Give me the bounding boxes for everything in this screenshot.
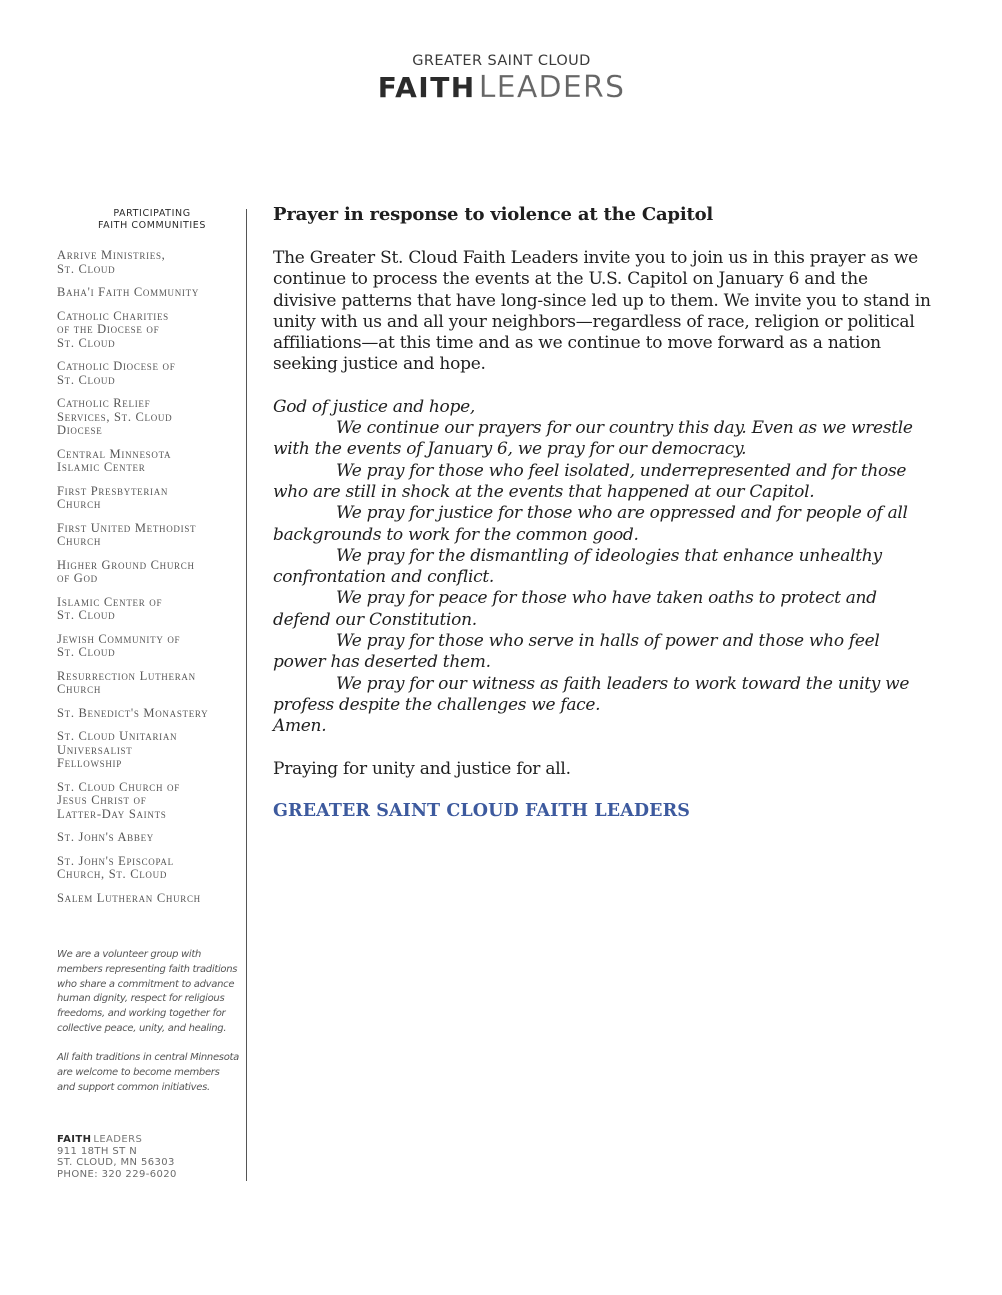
- member-name-line: of God: [57, 571, 98, 585]
- letter-intro: The Greater St. Cloud Faith Leaders invite you to join us in this prayer as we continue to process the events at the U.S. Capitol on January 6 and the divisive patterns that have long-since led up to them. We invite you to stand in unity with us and all your neighbors—regardless of race, religion or political affiliations—at this time and as we continue to move forward as a nation seeking justice and hope.: [273, 248, 931, 375]
- letter-closing: Praying for unity and justice for all.: [273, 758, 571, 779]
- member-name-line: Jesus Christ of: [57, 793, 147, 807]
- member-item: [57, 485, 243, 512]
- member-name-line: Catholic Diocese of: [57, 359, 176, 373]
- sidebar-heading-line-2: FAITH COMMUNITIES: [97, 220, 207, 231]
- prayer-petition: We continue our prayers for our country this day. Even as we wrestle with the events of January 6, we pray for our democracy.: [273, 418, 913, 460]
- sidebar-address: [57, 1134, 177, 1180]
- sidebar-membership-note: All faith traditions in central Minnesota are welcome to become members and support common initiatives.: [57, 1052, 239, 1093]
- member-name-line: St. Benedict's Monastery: [57, 705, 209, 720]
- address-brand-leaders: LEADERS: [93, 1134, 143, 1145]
- letter-title: Prayer in response to violence at the Capitol: [273, 204, 714, 225]
- member-item: [57, 249, 243, 276]
- member-name-line: Church: [57, 497, 102, 511]
- sidebar-mission-note: We are a volunteer group with members representing faith traditions who share a commitment to advance human dignity, respect for religious freedoms, and working together for collective peace, unity, and healing.: [57, 949, 238, 1034]
- address-city: ST. CLOUD, MN 56303: [57, 1157, 175, 1168]
- member-item: [57, 360, 243, 387]
- member-name-line: First Presbyterian: [57, 483, 169, 498]
- member-name-line: St. John's Abbey: [57, 830, 154, 844]
- address-street: 911 18TH ST N: [57, 1145, 138, 1157]
- member-name-line: St. Cloud Church of: [57, 779, 180, 794]
- member-name-line: Church, St. Cloud: [57, 867, 168, 881]
- member-name-line: Services, St. Cloud: [57, 409, 173, 424]
- member-name-line: Central Minnesota: [57, 446, 172, 461]
- member-item: [57, 310, 243, 351]
- member-name-line: of the Diocese of: [57, 322, 160, 336]
- prayer-petition: We pray for peace for those who have taken oaths to protect and defend our Constitution.: [273, 588, 877, 630]
- letterhead-brand-faith: FAITH: [377, 71, 476, 104]
- prayer-petition: We pray for the dismantling of ideologies that enhance unhealthy confrontation and conflict.: [273, 545, 882, 588]
- member-item: [57, 781, 243, 822]
- member-name-line: St. John's Episcopal: [57, 853, 174, 868]
- member-item: [57, 448, 243, 475]
- member-name-line: Resurrection Lutheran: [57, 668, 196, 683]
- letterhead: [300, 52, 703, 110]
- member-item: [57, 596, 243, 623]
- member-name-line: Universalist: [57, 742, 133, 757]
- member-name-line: Latter-Day Saints: [57, 806, 167, 821]
- member-item: [57, 633, 243, 660]
- letter-signoff: GREATER SAINT CLOUD FAITH LEADERS: [273, 800, 690, 821]
- member-item: [57, 892, 243, 906]
- letterhead-brand: [300, 71, 703, 110]
- member-name-line: Fellowship: [57, 756, 122, 770]
- member-item: [57, 670, 243, 697]
- member-name-line: Church: [57, 682, 102, 696]
- letterhead-top-line: GREATER SAINT CLOUD: [412, 53, 591, 69]
- member-name-line: Catholic Charities: [57, 308, 169, 323]
- address-brand-faith: FAITH: [57, 1134, 92, 1145]
- member-item: [57, 522, 243, 549]
- member-name-line: Catholic Relief: [57, 396, 151, 410]
- member-item: [57, 855, 243, 882]
- member-item: [57, 559, 243, 586]
- prayer-petition: We pray for those who serve in halls of power and those who feel power has deserted them.: [273, 631, 880, 673]
- member-list: [57, 249, 243, 905]
- member-name-line: First United Methodist: [57, 520, 197, 535]
- member-name-line: Islamic Center: [57, 460, 146, 474]
- member-name-line: Baha'i Faith Community: [57, 285, 200, 299]
- member-name-line: Salem Lutheran Church: [57, 890, 201, 905]
- sidebar-heading-line-1: PARTICIPATING: [113, 208, 191, 219]
- member-item: [57, 707, 243, 721]
- member-item: [57, 831, 243, 845]
- sidebar-divider: [246, 209, 247, 1181]
- member-name-line: St. Cloud: [57, 261, 116, 276]
- member-item: [57, 730, 243, 771]
- address-brand: [57, 1134, 177, 1146]
- member-name-line: Jewish Community of: [57, 631, 181, 646]
- member-name-line: Church: [57, 534, 102, 548]
- member-name-line: St. Cloud: [57, 335, 116, 350]
- letter-body: [273, 202, 933, 823]
- prayer-petition: We pray for justice for those who are oppressed and for people of all backgrounds to work for the common good.: [273, 503, 908, 545]
- member-name-line: St. Cloud Unitarian: [57, 729, 178, 743]
- member-item: [57, 286, 243, 300]
- member-name-line: Islamic Center of: [57, 594, 163, 609]
- member-name-line: St. Cloud: [57, 608, 116, 622]
- member-name-line: Diocese: [57, 423, 103, 437]
- prayer-petition: We pray for those who feel isolated, underrepresented and for those who are still in shock at the events that happened at our Capitol.: [273, 460, 907, 502]
- sidebar-heading: [61, 208, 243, 232]
- member-item: [57, 397, 243, 438]
- member-name-line: St. Cloud: [57, 645, 116, 659]
- prayer: [273, 397, 933, 738]
- prayer-amen: Amen.: [273, 716, 327, 737]
- member-name-line: St. Cloud: [57, 372, 116, 387]
- prayer-opening: God of justice and hope,: [273, 396, 475, 417]
- member-name-line: Higher Ground Church: [57, 557, 195, 572]
- address-phone: PHONE: 320 229-6020: [57, 1168, 177, 1180]
- prayer-petition: We pray for our witness as faith leaders to work toward the unity we profess despite the challenges we face.: [273, 673, 910, 715]
- sidebar: [57, 208, 243, 1180]
- member-name-line: Arrive Ministries,: [57, 248, 166, 262]
- letterhead-brand-leaders: LEADERS: [478, 70, 626, 105]
